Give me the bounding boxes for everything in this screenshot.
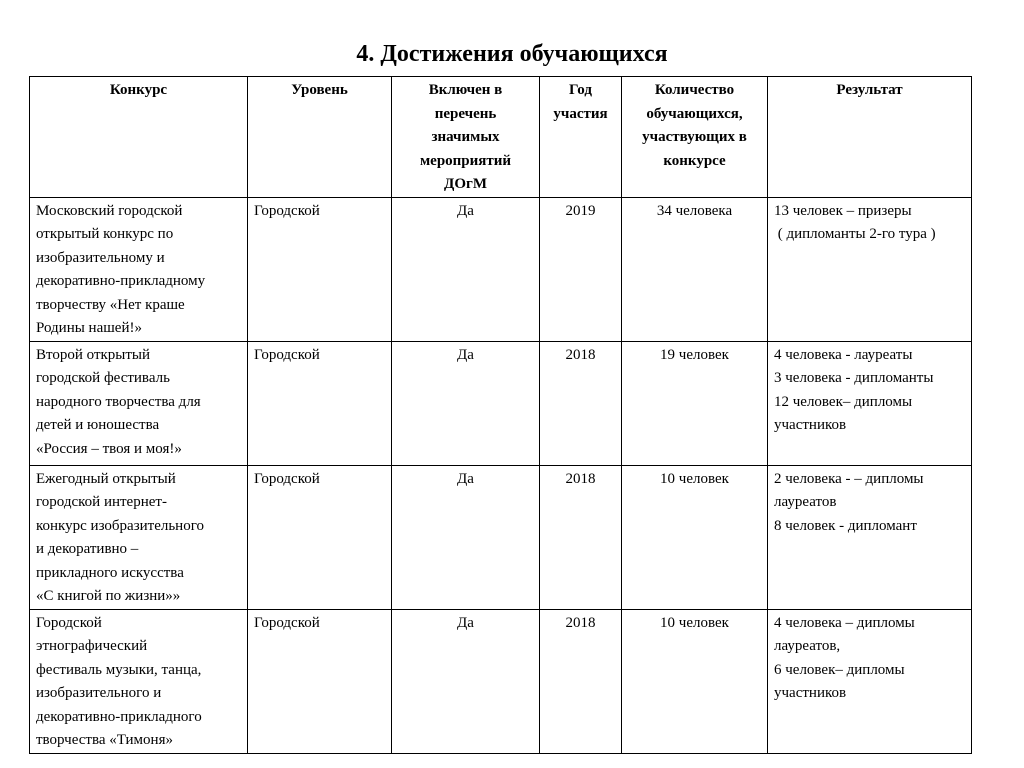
count-cell: 34 человека: [622, 197, 768, 341]
count-cell: 19 человек: [622, 341, 768, 465]
text-line: обучающихся,: [646, 105, 743, 122]
table-row: [30, 197, 972, 341]
year-cell: 2018: [540, 609, 622, 753]
text-line: Городской: [36, 614, 102, 631]
text-line: Уровень: [291, 82, 348, 98]
text-line: «С книгой по жизни»»: [36, 588, 181, 604]
text-line: Московский городской: [36, 202, 183, 219]
text-line: конкурс изобразительного: [36, 517, 204, 534]
page-title: 4. Достижения обучающихся: [356, 41, 668, 67]
result-cell: [768, 341, 972, 465]
text-line: декоративно-прикладного: [36, 708, 202, 725]
text-line: 12 человек– дипломы: [774, 393, 913, 410]
text-line: участия: [553, 105, 608, 122]
text-line: 8 человек - дипломант: [774, 517, 917, 534]
text-line: изобразительному и: [36, 249, 165, 266]
header-contest: [30, 77, 248, 198]
text-line: изобразительного и: [36, 685, 162, 701]
year-cell: 2018: [540, 465, 622, 609]
text-line: и декоративно –: [36, 541, 139, 557]
achievements-table: [29, 76, 972, 754]
text-line: городской фестиваль: [36, 370, 170, 386]
text-line: фестиваль музыки, танца,: [36, 661, 202, 678]
contest-cell: [30, 609, 248, 753]
text-line: 13 человек – призеры: [774, 202, 912, 219]
level-cell: Городской: [248, 465, 392, 609]
text-line: лауреатов: [774, 494, 837, 510]
text-line: Родины нашей!»: [36, 320, 142, 336]
included-cell: Да: [392, 341, 540, 465]
header-level: [248, 77, 392, 198]
result-cell: [768, 465, 972, 609]
text-line: городской интернет-: [36, 494, 167, 510]
text-line: открытый конкурс по: [36, 226, 174, 242]
text-line: «Россия – твоя и моя!»: [36, 440, 182, 457]
text-line: 2 человека - – дипломы: [774, 470, 924, 487]
contest-cell: [30, 197, 248, 341]
table-row: [30, 341, 972, 465]
year-cell: 2019: [540, 197, 622, 341]
text-line: творчеству «Нет краше: [36, 296, 185, 313]
text-line: значимых: [431, 129, 500, 145]
text-line: Ежегодный открытый: [36, 470, 176, 487]
text-line: Конкурс: [109, 82, 168, 98]
text-line: участников: [774, 417, 847, 433]
contest-cell: [30, 465, 248, 609]
included-cell: Да: [392, 609, 540, 753]
table-header-row: [30, 77, 972, 198]
text-line: этнографический: [36, 638, 148, 654]
count-cell: 10 человек: [622, 465, 768, 609]
text-line: Включен в: [428, 82, 503, 98]
included-cell: Да: [392, 197, 540, 341]
text-line: конкурсе: [663, 152, 726, 169]
table-row: [30, 609, 972, 753]
level-cell: Городской: [248, 609, 392, 753]
text-line: перечень: [434, 105, 497, 122]
text-line: ( дипломанты 2-го тура ): [774, 226, 936, 242]
text-line: прикладного искусства: [36, 564, 184, 581]
text-line: 3 человека - дипломанты: [774, 370, 934, 386]
text-line: 4 человека – дипломы: [774, 614, 915, 631]
text-line: участников: [774, 685, 847, 701]
result-cell: [768, 609, 972, 753]
text-line: Количество: [654, 82, 735, 98]
text-line: Результат: [836, 82, 903, 98]
count-cell: 10 человек: [622, 609, 768, 753]
result-cell: [768, 197, 972, 341]
text-line: мероприятий: [419, 152, 512, 169]
header-included: [392, 77, 540, 198]
table-row: [30, 465, 972, 609]
text-line: творчества «Тимоня»: [36, 732, 173, 748]
header-result: [768, 77, 972, 198]
text-line: участвующих в: [642, 129, 747, 145]
level-cell: Городской: [248, 197, 392, 341]
text-line: народного творчества для: [36, 393, 201, 410]
contest-cell: [30, 341, 248, 465]
included-cell: Да: [392, 465, 540, 609]
year-cell: 2018: [540, 341, 622, 465]
text-line: Второй открытый: [36, 346, 151, 363]
text-line: 4 человека - лауреаты: [774, 346, 913, 363]
level-cell: Городской: [248, 341, 392, 465]
text-line: Год: [569, 82, 592, 98]
text-line: ДОгМ: [444, 176, 487, 192]
header-year: [540, 77, 622, 198]
text-line: 6 человек– дипломы: [774, 661, 905, 678]
text-line: детей и юношества: [36, 417, 160, 433]
text-line: лауреатов,: [774, 638, 841, 654]
text-line: декоративно-прикладному: [36, 273, 206, 289]
header-count: [622, 77, 768, 198]
